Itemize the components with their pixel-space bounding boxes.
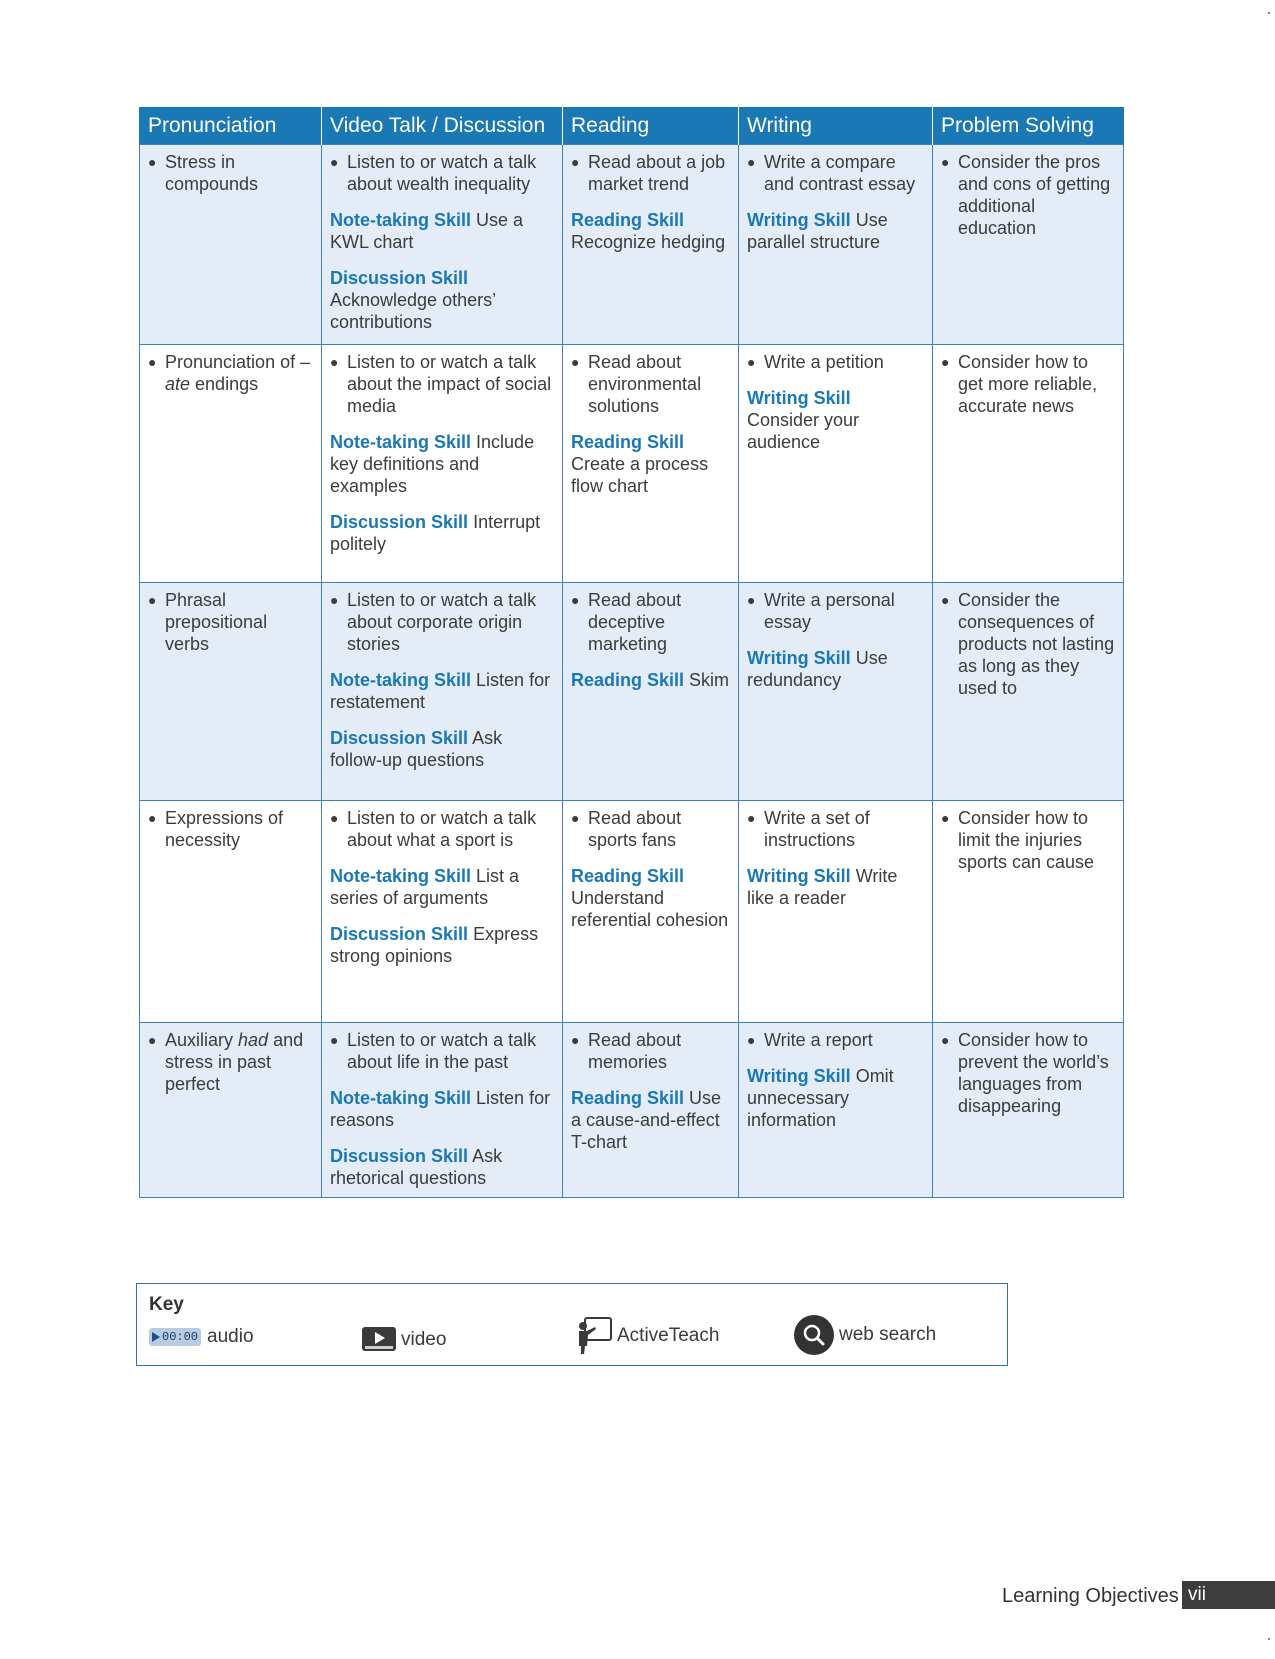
skill-label: Note-taking Skill [330,866,472,886]
writing-text: Write a compare and contrast essay [764,152,916,194]
audio-label: audio [207,1326,254,1347]
reading-skill [571,669,730,691]
page-number-tab [1182,1581,1275,1609]
skill-text: Interrupt politely [330,512,541,554]
discussion-skill [330,511,554,555]
skill-text: List a series of arguments [330,866,520,908]
audio-time: 00:00 [162,1330,199,1344]
pronunciation-text: Expressions of necessity [165,808,284,850]
writing-cell: ● Write a set of instructions Writing Skill Write like a reader [739,801,933,1023]
reading-text: Read about environmental solutions [588,352,702,416]
pronunciation-cell: ● Auxiliary had and stress in past perfect [140,1023,322,1198]
skill-text: Create a process flow chart [571,454,709,496]
problem-solving-cell: ● Consider how to limit the injuries sports can cause [933,801,1124,1023]
writing-skill [747,387,924,453]
skill-label: Discussion Skill [330,728,469,748]
skill-label: Reading Skill [571,866,685,886]
skill-label: Writing Skill [747,866,851,886]
skill-label: Discussion Skill [330,924,469,944]
text-part: endings [190,374,259,394]
corner-mark [1268,12,1270,14]
video-cell: ● Listen to or watch a talk about what a sport is Note-taking Skill List a series of arguments Discussion Skill Express strong opinions [322,801,563,1023]
skill-text: Use a KWL chart [330,210,524,252]
text-italic: –ate [165,352,311,394]
text-part: Pronunciation of [165,352,301,372]
skill-text: Omit unnecessary information [747,1066,894,1130]
skill-label: Reading Skill [571,1088,685,1108]
pronunciation-cell: ● Pronunciation of –ate endings [140,345,322,583]
header-pronunciation: Pronunciation [140,107,322,145]
skill-label: Reading Skill [571,432,685,452]
writing-text: Write a personal essay [764,590,895,632]
skill-label: Writing Skill [747,648,851,668]
skill-text: Consider your audience [747,410,860,452]
problem-text: Consider how to get more reliable, accurate news [958,352,1098,416]
reading-text: Read about deceptive marketing [588,590,682,654]
reading-skill [571,1087,730,1153]
skill-label: Note-taking Skill [330,432,472,452]
discussion-skill [330,727,554,771]
discussion-skill [330,1145,554,1189]
video-cell: ● Listen to or watch a talk about life in the past Note-taking Skill Listen for reasons Discussion Skill Ask rhetorical questions [322,1023,563,1198]
writing-cell: ● Write a report Writing Skill Omit unnecessary information [739,1023,933,1198]
writing-text: Write a report [764,1030,873,1050]
skill-text: Skim [684,670,730,690]
skill-text: Use redundancy [747,648,888,690]
skill-text: Ask follow-up questions [330,728,503,770]
skill-text: Recognize hedging [571,232,726,252]
web-search-label: web search [839,1324,937,1345]
problem-text: Consider how to limit the injuries sports can cause [958,808,1095,872]
video-cell: ● Listen to or watch a talk about the impact of social media Note-taking Skill Include key definitions and examples Discussion Skill Interrupt politely [322,345,563,583]
pronunciation-cell: ● Expressions of necessity [140,801,322,1023]
table-header-row [140,107,1124,145]
writing-cell: ● Write a personal essay Writing Skill Use redundancy [739,583,933,801]
text-part: Auxiliary [165,1030,239,1050]
video-text: Listen to or watch a talk about what a sport is [347,808,537,850]
notetaking-skill [330,431,554,497]
key-audio [149,1326,254,1348]
key-video [361,1326,446,1354]
skill-text: Use parallel structure [747,210,888,252]
reading-text: Read about memories [588,1030,682,1072]
table-row [140,801,1124,1023]
play-audio-icon [149,1328,201,1346]
writing-cell: ● Write a petition Writing Skill Consider your audience [739,345,933,583]
skill-label: Discussion Skill [330,1146,469,1166]
discussion-skill [330,923,554,967]
video-label: video [401,1329,447,1350]
problem-solving-cell: ● Consider the consequences of products not lasting as long as they used to [933,583,1124,801]
video-cell: ● Listen to or watch a talk about wealth inequality Note-taking Skill Use a KWL chart Discussion Skill Acknowledge others’ contributions [322,145,563,345]
reading-text: Read about sports fans [588,808,682,850]
skill-text: Use a cause-and-effect T-chart [571,1088,722,1152]
reading-cell: ● Read about environmental solutions Reading Skill Create a process flow chart [563,345,739,583]
skill-label: Note-taking Skill [330,1088,472,1108]
skill-label: Writing Skill [747,388,851,408]
skill-label: Discussion Skill [330,268,469,288]
skill-text: Acknowledge others’ contributions [330,290,496,332]
notetaking-skill [330,669,554,713]
pronunciation-text [165,1029,313,1095]
header-problem-solving: Problem Solving [933,107,1124,145]
notetaking-skill [330,865,554,909]
discussion-skill [330,267,554,333]
reading-cell: ● Read about sports fans Reading Skill Understand referential cohesion [563,801,739,1023]
video-cell: ● Listen to or watch a talk about corporate origin stories Note-taking Skill Listen for restatement Discussion Skill Ask follow-up questions [322,583,563,801]
problem-solving-cell: ● Consider how to get more reliable, accurate news [933,345,1124,583]
pronunciation-text [165,351,313,395]
footer-section-label: Learning Objectives [1002,1585,1179,1607]
writing-skill [747,209,924,253]
writing-skill [747,1065,924,1131]
web-search-icon [793,1314,835,1356]
table-row [140,1023,1124,1198]
header-video-talk-discussion: Video Talk / Discussion [322,107,563,145]
text-part: and stress in past perfect [165,1030,304,1094]
writing-skill [747,865,924,909]
activeteach-icon [575,1316,613,1356]
skill-text: Express strong opinions [330,924,539,966]
pronunciation-cell: ● Stress in compounds [140,145,322,345]
notetaking-skill [330,1087,554,1131]
video-text: Listen to or watch a talk about corporate origin stories [347,590,537,654]
key-legend [136,1283,1008,1366]
skill-label: Writing Skill [747,1066,851,1086]
table-row [140,145,1124,345]
writing-text: Write a petition [764,352,884,372]
key-web-search [793,1314,936,1356]
writing-text: Write a set of instructions [764,808,870,850]
notetaking-skill [330,209,554,253]
skill-text: Listen for restatement [330,670,551,712]
key-title: Key [149,1294,184,1315]
activeteach-label: ActiveTeach [617,1325,720,1346]
text-italic: had [238,1030,269,1050]
skill-label: Note-taking Skill [330,210,472,230]
writing-cell: ● Write a compare and contrast essay Writing Skill Use parallel structure [739,145,933,345]
reading-cell: ● Read about deceptive marketing Reading Skill Skim [563,583,739,801]
reading-cell: ● Read about a job market trend Reading Skill Recognize hedging [563,145,739,345]
skill-label: Writing Skill [747,210,851,230]
skill-text: Understand referential cohesion [571,888,729,930]
skill-text: Include key definitions and examples [330,432,535,496]
skill-text: Listen for reasons [330,1088,551,1130]
reading-text: Read about a job market trend [588,152,726,194]
video-text: Listen to or watch a talk about the impact of social media [347,352,552,416]
video-text: Listen to or watch a talk about wealth inequality [347,152,537,194]
table-row [140,583,1124,801]
reading-skill [571,209,730,253]
key-activeteach [575,1316,719,1356]
skill-label: Note-taking Skill [330,670,472,690]
pronunciation-cell: ● Phrasal prepositional verbs [140,583,322,801]
table-row [140,345,1124,583]
problem-solving-cell: ● Consider how to prevent the world’s languages from disappearing [933,1023,1124,1198]
problem-solving-cell: ● Consider the pros and cons of getting additional education [933,145,1124,345]
video-text: Listen to or watch a talk about life in the past [347,1030,537,1072]
problem-text: Consider how to prevent the world’s languages from disappearing [958,1030,1109,1116]
reading-skill [571,865,730,931]
pronunciation-text: Phrasal prepositional verbs [165,590,268,654]
header-reading: Reading [563,107,739,145]
reading-skill [571,431,730,497]
skill-label: Reading Skill [571,210,685,230]
page-number: vii [1188,1584,1206,1605]
skill-text: Write like a reader [747,866,898,908]
video-icon [361,1326,397,1354]
header-writing: Writing [739,107,933,145]
corner-mark [1268,1638,1270,1640]
skill-label: Reading Skill [571,670,685,690]
pronunciation-text: Stress in compounds [165,152,259,194]
writing-skill [747,647,924,691]
problem-text: Consider the consequences of products not lasting as long as they used to [958,590,1115,698]
learning-objectives-table [139,107,1124,1198]
skill-label: Discussion Skill [330,512,469,532]
skill-text: Ask rhetorical questions [330,1146,503,1188]
problem-text: Consider the pros and cons of getting additional education [958,152,1111,238]
reading-cell: ● Read about memories Reading Skill Use a cause-and-effect T-chart [563,1023,739,1198]
